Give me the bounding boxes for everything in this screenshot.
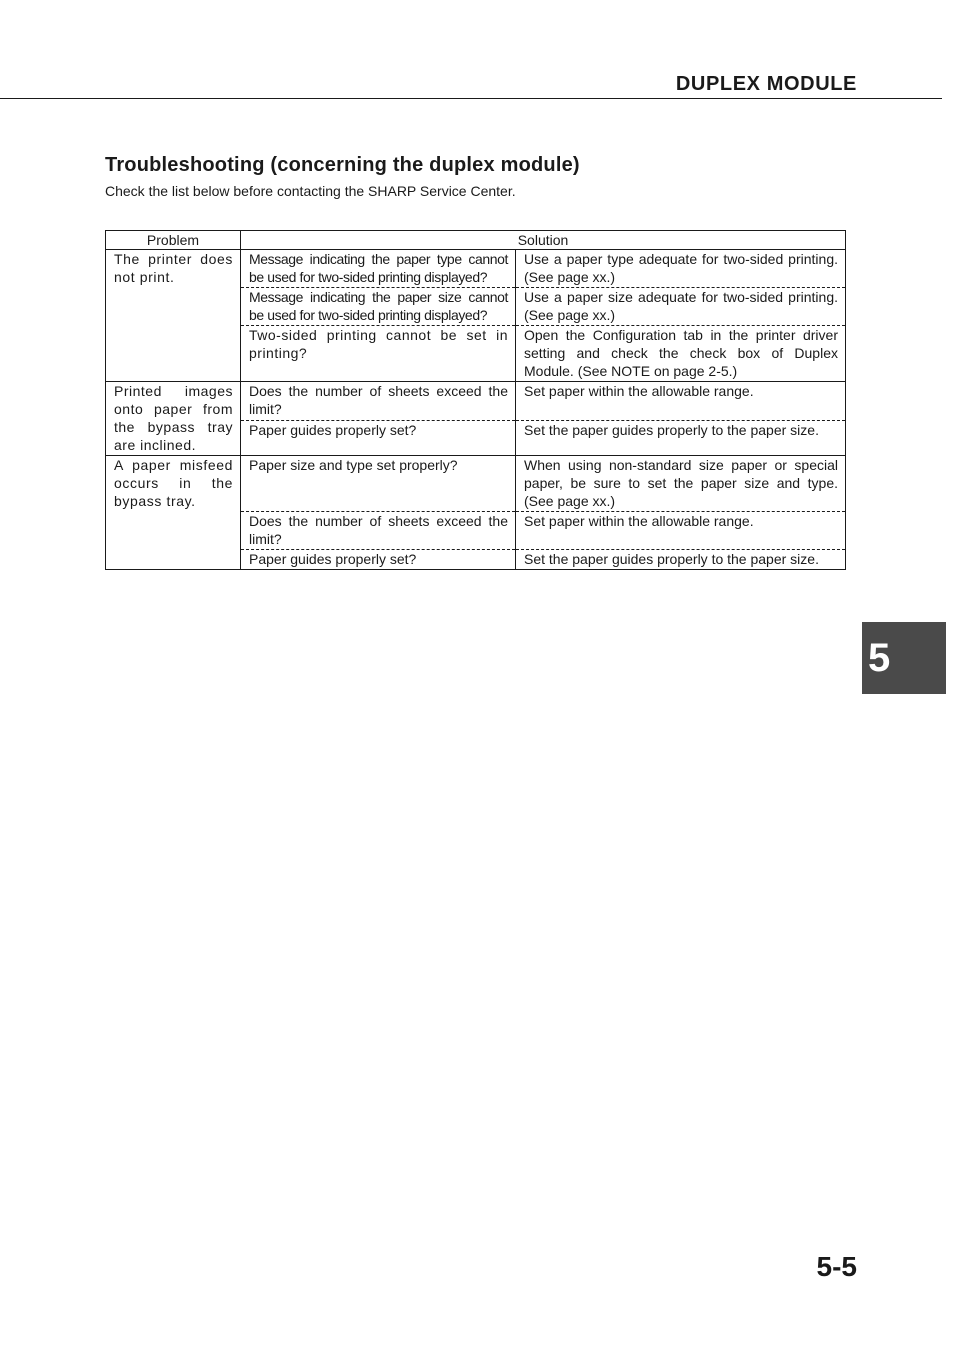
header-problem: Problem (106, 231, 241, 250)
solution-cell: When using non-standard size paper or special paper, be sure to set the paper size and type. (See page xx.) (516, 456, 846, 512)
troubleshooting-table (105, 230, 846, 570)
solution-cell: Set the paper guides properly to the paper size. (516, 421, 846, 456)
solution-cell: Set the paper guides properly to the paper size. (516, 550, 846, 570)
solution-cell: Use a paper size adequate for two-sided printing. (See page xx.) (516, 288, 846, 326)
check-cell: Message indicating the paper size cannot be used for two-sided printing displayed? (241, 288, 516, 326)
solution-cell: Set paper within the allowable range. (516, 382, 846, 421)
check-cell: Does the number of sheets exceed the limit? (241, 512, 516, 550)
problem-cell: Printed images onto paper from the bypass tray are inclined. (106, 382, 241, 456)
problem-cell: A paper misfeed occurs in the bypass tray. (106, 456, 241, 570)
header-rule (0, 98, 942, 99)
header-solution: Solution (241, 231, 846, 250)
section-intro: Check the list below before contacting the SHARP Service Center. (105, 183, 516, 199)
check-cell: Does the number of sheets exceed the limit? (241, 382, 516, 421)
chapter-tab: 5 (862, 622, 946, 694)
check-cell: Paper guides properly set? (241, 421, 516, 456)
section-title: Troubleshooting (concerning the duplex module) (105, 154, 580, 176)
solution-cell: Set paper within the allowable range. (516, 512, 846, 550)
page-number: 5-5 (816, 1251, 857, 1282)
table-header-row (106, 231, 846, 250)
running-header-title: DUPLEX MODULE (675, 73, 857, 95)
table-row (106, 456, 846, 512)
solution-cell: Use a paper type adequate for two-sided printing. (See page xx.) (516, 250, 846, 288)
check-cell: Paper size and type set properly? (241, 456, 516, 512)
problem-cell: The printer does not print. (106, 250, 241, 382)
check-cell: Message indicating the paper type cannot be used for two-sided printing displayed? (241, 250, 516, 288)
solution-cell: Open the Configuration tab in the printer driver setting and check the check box of Duplex Module. (See NOTE on page 2-5.) (516, 326, 846, 382)
check-cell: Paper guides properly set? (241, 550, 516, 570)
table-row (106, 382, 846, 421)
table-row (106, 250, 846, 288)
check-cell: Two-sided printing cannot be set in printing? (241, 326, 516, 382)
